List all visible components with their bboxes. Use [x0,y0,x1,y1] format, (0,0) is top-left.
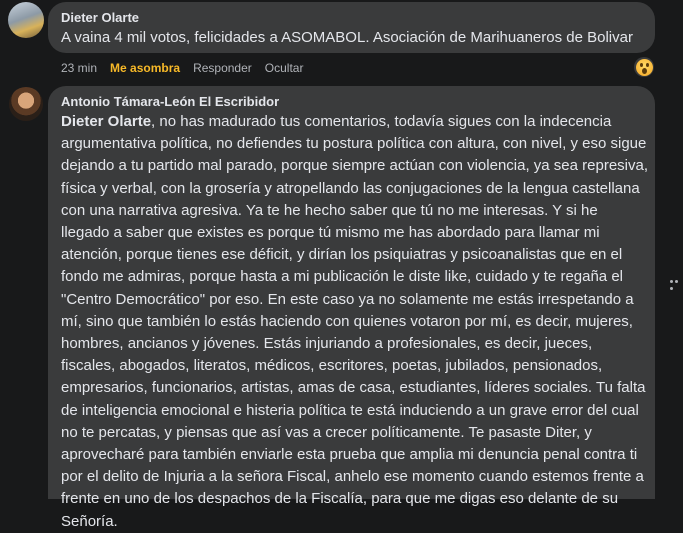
hide-button[interactable]: Ocultar [264,61,304,75]
comment-text: A vaina 4 mil votos, felicidades a ASOMABOL. Asociación de Marihuaneros de Bolivar [61,29,633,46]
reaction-button[interactable]: Me asombra [110,61,181,75]
comment-body: , no has madurado tus comentarios, todavía sigues con la indecencia argumentativa política, no defiendes tu postura política con altura, con nivel, y eso sigue dejando a tu partido mal parado, porque siempre actúan con violencia, ya sea represiva, física y verbal, con la grosería y atropellando las conjugaciones de la lengua castellana con una narrativa agresiva. Ya te he hecho saber que tú no me interesas. Y si he llegado a saber que existes es porque tú mismo me has abordado para llamar mi atención, porque tienes ese déficit, y dirían los psiquiatras y psicoanalistas que en el fondo me admiras, porque hasta a mi publicación le diste like, cuidado y te regaña el "Centro Democrático" por eso. En este caso ya no solamente me estás irrespetando a mí, sino que también lo estás haciendo con quienes votaron por mí, es decir, mujeres, hombres, ancianos y jóvenes. Estás injuriando a profesionales, es decir, jueces, fiscales, abogados, literatos, médicos, escritores, poetas, jubilados, pensionados, empresarios, funcionarios, artistas, amas de casa, estudiantes, líderes sociales. Tu falta de inteligencia emocional e histeria política te está induciendo a un grave error del cual no te percatas, y piensas que así vas a crecer políticamente. Te pasaste Diter, y aprovecharé para también enviarle esta prueba que amplia mi denuncia penal contra ti por el delito de Injuria a la señora Fiscal, anhelo ese momento cuando estemos frente a frente en uno de los despachos de la Fiscalía, para que me digas eso delante de su Señoría. [61,113,649,530]
more-options-icon[interactable] [670,276,683,290]
comment-author[interactable]: Antonio Támara-León El Escribidor [61,94,280,109]
reaction-summary[interactable] [634,57,654,77]
avatar-antonio-tamara-leon[interactable] [9,87,43,121]
comment-author[interactable]: Dieter Olarte [61,10,140,25]
reply-button[interactable]: Responder [193,61,252,75]
comment-bubble [48,2,655,53]
comment-actions [61,61,316,75]
comment-timestamp[interactable]: 23 min [61,61,98,75]
mention-link[interactable]: Dieter Olarte [61,113,152,130]
comment-bubble [48,86,655,530]
avatar-dieter-olarte[interactable] [8,2,44,38]
wow-emoji-icon [636,59,653,76]
comment-text [61,111,649,533]
